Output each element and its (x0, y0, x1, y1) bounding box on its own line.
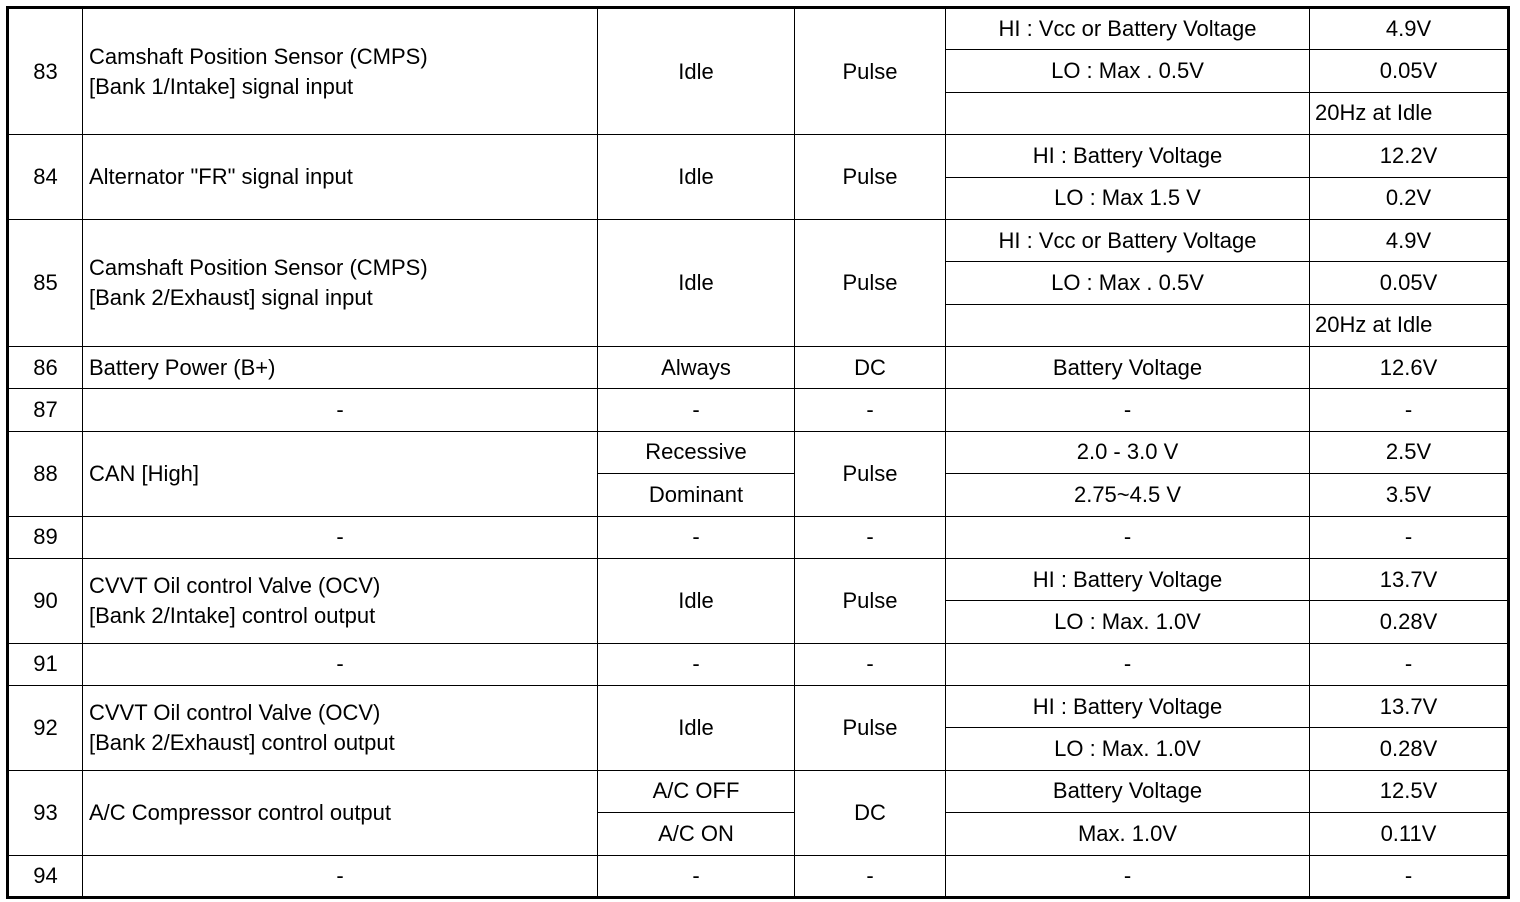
signal-type: Pulse (795, 8, 946, 135)
frequency-value: 20Hz at Idle (1310, 304, 1509, 346)
level-spec: - (946, 643, 1310, 685)
table-row (8, 516, 1509, 558)
level-spec: - (946, 855, 1310, 897)
table-row (8, 347, 1509, 389)
level-spec: 2.0 - 3.0 V (946, 431, 1310, 473)
condition: - (598, 389, 795, 431)
condition: Dominant (598, 474, 795, 516)
measured-value: 0.28V (1310, 601, 1509, 643)
level-spec: HI : Battery Voltage (946, 686, 1310, 728)
pin-number: 89 (8, 516, 83, 558)
measured-value: 0.05V (1310, 50, 1509, 92)
measured-value: 12.5V (1310, 770, 1509, 812)
pin-number: 90 (8, 558, 83, 643)
signal-type: - (795, 855, 946, 897)
signal-type: - (795, 516, 946, 558)
description: - (83, 389, 598, 431)
measured-value: 13.7V (1310, 558, 1509, 600)
measured-value: 0.28V (1310, 728, 1509, 770)
description-line-1: Camshaft Position Sensor (CMPS) (89, 43, 428, 69)
measured-value: - (1310, 643, 1509, 685)
measured-value: - (1310, 516, 1509, 558)
signal-type: Pulse (795, 558, 946, 643)
signal-type: - (795, 389, 946, 431)
pin-number: 84 (8, 135, 83, 220)
table-row (8, 643, 1509, 685)
measured-value: 0.2V (1310, 177, 1509, 219)
signal-type: Pulse (795, 431, 946, 516)
signal-type: Pulse (795, 135, 946, 220)
signal-type: DC (795, 347, 946, 389)
pin-number: 91 (8, 643, 83, 685)
table-row (8, 431, 1509, 473)
pin-table (6, 6, 1510, 899)
description-line-1: CVVT Oil control Valve (OCV) (89, 699, 381, 725)
measured-value: 12.6V (1310, 347, 1509, 389)
measured-value: 3.5V (1310, 474, 1509, 516)
measured-value: 12.2V (1310, 135, 1509, 177)
level-spec: HI : Vcc or Battery Voltage (946, 219, 1310, 261)
signal-type: - (795, 643, 946, 685)
measured-value: - (1310, 389, 1509, 431)
table-row (8, 219, 1509, 261)
description-line-2: [Bank 1/Intake] signal input (89, 73, 354, 99)
level-spec: Battery Voltage (946, 347, 1310, 389)
level-spec: LO : Max. 1.0V (946, 601, 1310, 643)
condition: Idle (598, 8, 795, 135)
level-spec: LO : Max . 0.5V (946, 262, 1310, 304)
description: - (83, 516, 598, 558)
level-spec: HI : Battery Voltage (946, 135, 1310, 177)
measured-value: 4.9V (1310, 8, 1509, 50)
condition: Idle (598, 219, 795, 346)
level-spec (946, 304, 1310, 346)
condition: A/C ON (598, 813, 795, 855)
condition: - (598, 516, 795, 558)
condition: Idle (598, 558, 795, 643)
level-spec: - (946, 516, 1310, 558)
condition: A/C OFF (598, 770, 795, 812)
signal-type: DC (795, 770, 946, 855)
table-row (8, 770, 1509, 812)
level-spec: - (946, 389, 1310, 431)
description: Battery Power (B+) (83, 347, 598, 389)
table-row (8, 389, 1509, 431)
measured-value: 4.9V (1310, 219, 1509, 261)
table-row (8, 855, 1509, 897)
level-spec: LO : Max 1.5 V (946, 177, 1310, 219)
table-row (8, 8, 1509, 50)
condition: - (598, 643, 795, 685)
description-line-1: CVVT Oil control Valve (OCV) (89, 572, 381, 598)
condition: Idle (598, 686, 795, 771)
description-line-2: [Bank 2/Intake] control output (89, 602, 376, 628)
pin-number: 88 (8, 431, 83, 516)
measured-value: 0.11V (1310, 813, 1509, 855)
signal-type: Pulse (795, 686, 946, 771)
pin-number: 86 (8, 347, 83, 389)
level-spec: 2.75~4.5 V (946, 474, 1310, 516)
pin-number: 93 (8, 770, 83, 855)
table-row (8, 558, 1509, 600)
frequency-value: 20Hz at Idle (1310, 92, 1509, 134)
condition: - (598, 855, 795, 897)
level-spec: LO : Max . 0.5V (946, 50, 1310, 92)
pin-number: 92 (8, 686, 83, 771)
level-spec: LO : Max. 1.0V (946, 728, 1310, 770)
level-spec (946, 92, 1310, 134)
level-spec: HI : Battery Voltage (946, 558, 1310, 600)
description (83, 558, 598, 643)
description (83, 686, 598, 771)
pin-number: 83 (8, 8, 83, 135)
measured-value: 0.05V (1310, 262, 1509, 304)
description (83, 219, 598, 346)
condition: Recessive (598, 431, 795, 473)
pin-number: 87 (8, 389, 83, 431)
description: A/C Compressor control output (83, 770, 598, 855)
table-row (8, 135, 1509, 177)
pin-number: 94 (8, 855, 83, 897)
condition: Idle (598, 135, 795, 220)
description: - (83, 643, 598, 685)
pin-number: 85 (8, 219, 83, 346)
signal-type: Pulse (795, 219, 946, 346)
measured-value: - (1310, 855, 1509, 897)
level-spec: Battery Voltage (946, 770, 1310, 812)
description-line-1: Camshaft Position Sensor (CMPS) (89, 254, 428, 280)
description (83, 8, 598, 135)
condition: Always (598, 347, 795, 389)
description: - (83, 855, 598, 897)
measured-value: 13.7V (1310, 686, 1509, 728)
description-line-2: [Bank 2/Exhaust] control output (89, 729, 395, 755)
level-spec: Max. 1.0V (946, 813, 1310, 855)
description: Alternator "FR" signal input (83, 135, 598, 220)
table-row (8, 686, 1509, 728)
level-spec: HI : Vcc or Battery Voltage (946, 8, 1310, 50)
measured-value: 2.5V (1310, 431, 1509, 473)
description: CAN [High] (83, 431, 598, 516)
description-line-2: [Bank 2/Exhaust] signal input (89, 284, 373, 310)
